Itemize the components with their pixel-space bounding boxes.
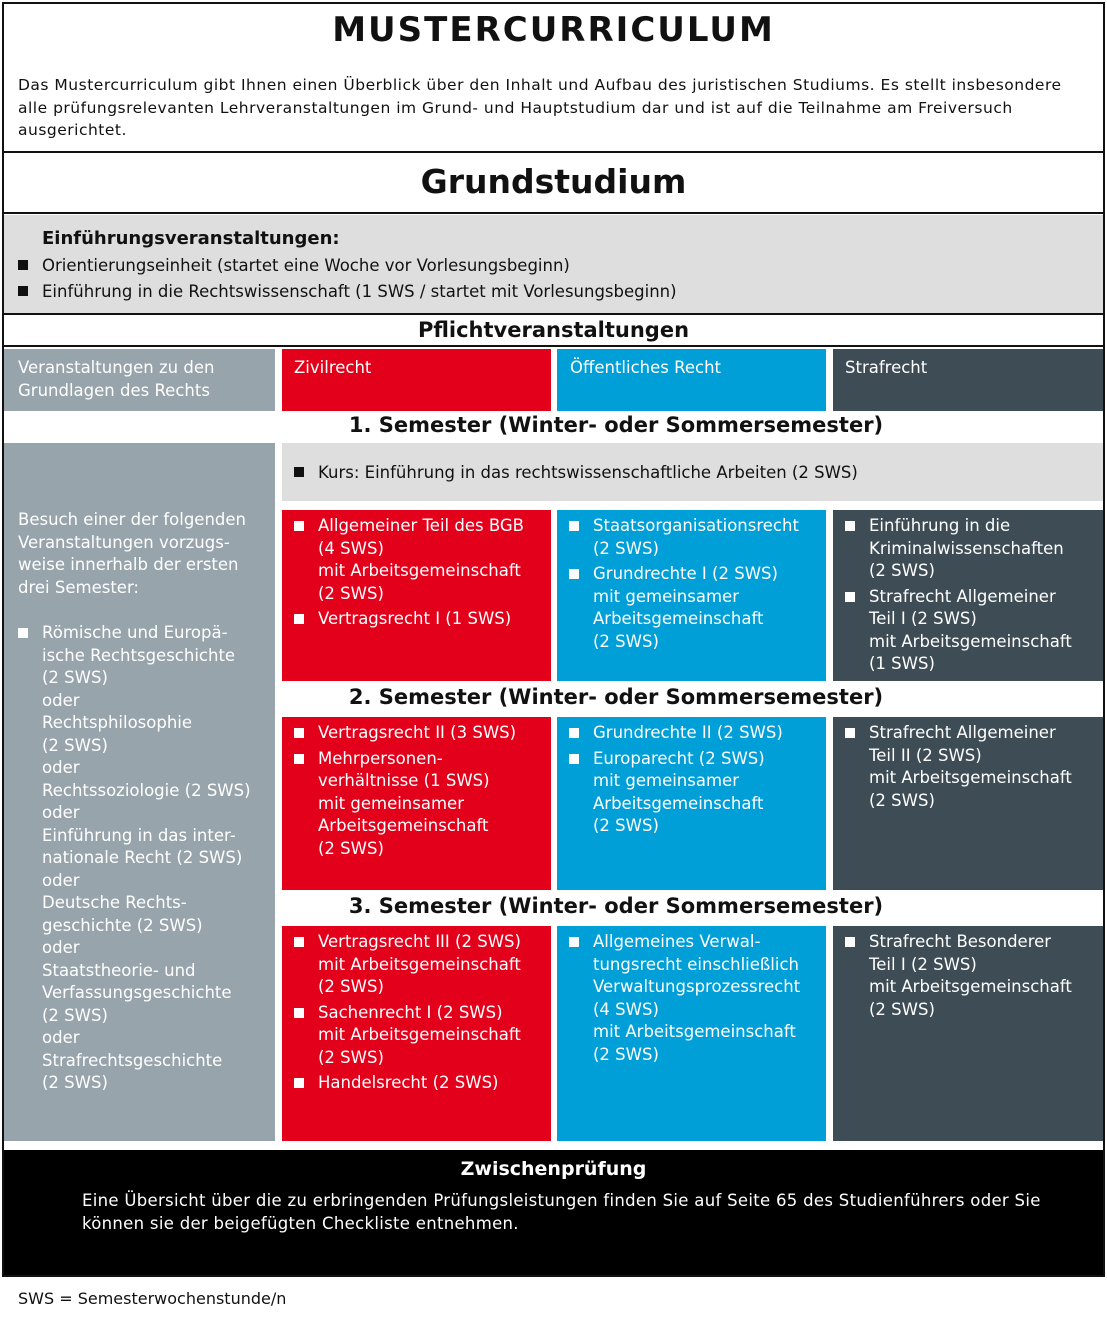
bullet-icon: [294, 521, 304, 531]
sem3-zivilrecht: [282, 926, 551, 1141]
grundlagen-option: Römische und Europä- ische Rechtsgeschichte (2 SWS) oder Rechtsphilosophie (2 SWS) oder Rechtssoziologie (2 SWS) oder Einführung in das inter- nationale Recht (2 SWS) oder Deutsche Rechts- geschichte (2 SWS) oder Staatstheorie- und Verfassungsgeschichte (2 SWS) oder Strafrechtsgeschichte (2 SWS): [18, 622, 275, 1095]
divider: [2, 212, 1105, 214]
divider: [2, 313, 1105, 315]
bullet-icon: [18, 286, 28, 296]
einfuehrung-title: Einführungsveranstaltungen:: [42, 228, 340, 249]
bullet-icon: [569, 521, 579, 531]
bullet-icon: [569, 569, 579, 579]
pflicht-title: Pflichtveranstaltungen: [417, 318, 690, 342]
einfuehrung-item: Einführung in die Rechtswissenschaft (1 SWS / startet mit Vorlesungsbeginn): [18, 282, 677, 301]
course-item: Allgemeines Verwal- tungsrecht einschließlich Verwaltungsprozessrecht (4 SWS) mit Arbeitsgemeinschaft (2 SWS): [569, 931, 818, 1066]
semester-1-title: 1. Semester (Winter- oder Sommersemester): [348, 413, 884, 437]
sem2-zivilrecht: [282, 717, 551, 890]
sem1-zivilrecht: [282, 510, 551, 681]
bullet-icon: [845, 728, 855, 738]
course-item: Grundrechte I (2 SWS) mit gemeinsamer Arbeitsgemeinschaft (2 SWS): [569, 563, 818, 653]
column-header-oeffentliches-recht: Öffentliches Recht: [557, 349, 826, 411]
zwischenpruefung-text: Eine Übersicht über die zu erbringenden Prüfungsleistungen finden Sie auf Seite 65 des Studienführers oder Sie können sie der beigefügten Checkliste entnehmen.: [82, 1191, 1041, 1233]
bullet-icon: [294, 467, 304, 477]
section-title: Grundstudium: [420, 162, 687, 201]
bullet-icon: [569, 937, 579, 947]
course-item: Handelsrecht (2 SWS): [294, 1072, 543, 1095]
bullet-icon: [569, 728, 579, 738]
sem2-oeffentliches-recht: [557, 717, 826, 890]
course-item: Staatsorganisationsrecht (2 SWS): [569, 515, 818, 560]
page-title: MUSTERCURRICULUM: [332, 10, 775, 50]
course-item: Strafrecht Allgemeiner Teil I (2 SWS) mit Arbeitsgemeinschaft (1 SWS): [845, 586, 1095, 676]
footnote: SWS = Semesterwochenstunde/n: [18, 1289, 287, 1308]
bullet-icon: [845, 592, 855, 602]
course-item: Allgemeiner Teil des BGB (4 SWS) mit Arbeitsgemeinschaft (2 SWS): [294, 515, 543, 605]
bullet-icon: [294, 937, 304, 947]
divider: [2, 151, 1105, 153]
course-item: Strafrecht Allgemeiner Teil II (2 SWS) mit Arbeitsgemeinschaft (2 SWS): [845, 722, 1095, 812]
course-item: Sachenrecht I (2 SWS) mit Arbeitsgemeinschaft (2 SWS): [294, 1002, 543, 1070]
column-header-zivilrecht: Zivilrecht: [282, 349, 551, 411]
sem3-strafrecht: [833, 926, 1103, 1141]
grundlagen-column: Besuch einer der folgenden Veranstaltungen vorzugs- weise innerhalb der ersten drei Semester: Römische und Europä- ische Rechtsgeschichte (2 SWS) oder Rechtsphilosophie (2 SWS) oder Rechtssoziologie (2 SWS) oder Einführung in das inter- nationale Recht (2 SWS) oder Deutsche Rechts- geschichte (2 SWS) oder Staatstheorie- und Verfassungsgeschichte (2 SWS) oder Strafrechtsgeschichte (2 SWS): [4, 443, 275, 1141]
course-item: Grundrechte II (2 SWS): [569, 722, 818, 745]
column-header-grundlagen: Veranstaltungen zu den Grundlagen des Rechts: [4, 349, 275, 411]
kurs-row: Kurs: Einführung in das rechtswissenschaftliche Arbeiten (2 SWS): [282, 443, 1103, 501]
bullet-icon: [18, 260, 28, 270]
sem2-strafrecht: [833, 717, 1103, 890]
bullet-icon: [294, 1008, 304, 1018]
bullet-icon: [294, 728, 304, 738]
course-item: Strafrecht Besonderer Teil I (2 SWS) mit Arbeitsgemeinschaft (2 SWS): [845, 931, 1095, 1021]
sem1-oeffentliches-recht: [557, 510, 826, 681]
course-item: Europarecht (2 SWS) mit gemeinsamer Arbeitsgemeinschaft (2 SWS): [569, 748, 818, 838]
semester-3-title: 3. Semester (Winter- oder Sommersemester): [348, 894, 884, 918]
semester-2-title: 2. Semester (Winter- oder Sommersemester): [348, 685, 884, 709]
bullet-icon: [18, 628, 28, 638]
column-header-strafrecht: Strafrecht: [833, 349, 1103, 411]
course-item: Vertragsrecht III (2 SWS) mit Arbeitsgemeinschaft (2 SWS): [294, 931, 543, 999]
sem1-strafrecht: [833, 510, 1103, 681]
course-item: Vertragsrecht II (3 SWS): [294, 722, 543, 745]
bullet-icon: [294, 614, 304, 624]
bullet-icon: [294, 754, 304, 764]
bullet-icon: [845, 937, 855, 947]
zwischenpruefung-title: Zwischenprüfung: [460, 1158, 647, 1180]
bullet-icon: [569, 754, 579, 764]
divider: [2, 345, 1105, 347]
intro-text: Das Mustercurriculum gibt Ihnen einen Überblick über den Inhalt und Aufbau des juristischen Studiums. Es stellt insbesondere alle prüfungsrelevanten Lehrveranstaltungen im Grund- und Hauptstudium dar und ist auf die Teilnahme am Freiversuch ausgerichtet.: [18, 76, 1062, 139]
course-item: Vertragsrecht I (1 SWS): [294, 608, 543, 631]
bullet-icon: [845, 521, 855, 531]
einfuehrung-item: Orientierungseinheit (startet eine Woche vor Vorlesungsbeginn): [18, 256, 570, 275]
bullet-icon: [294, 1078, 304, 1088]
course-item: Mehrpersonen- verhältnisse (1 SWS) mit gemeinsamer Arbeitsgemeinschaft (2 SWS): [294, 748, 543, 861]
sem3-oeffentliches-recht: [557, 926, 826, 1141]
course-item: Einführung in die Kriminalwissenschaften (2 SWS): [845, 515, 1095, 583]
